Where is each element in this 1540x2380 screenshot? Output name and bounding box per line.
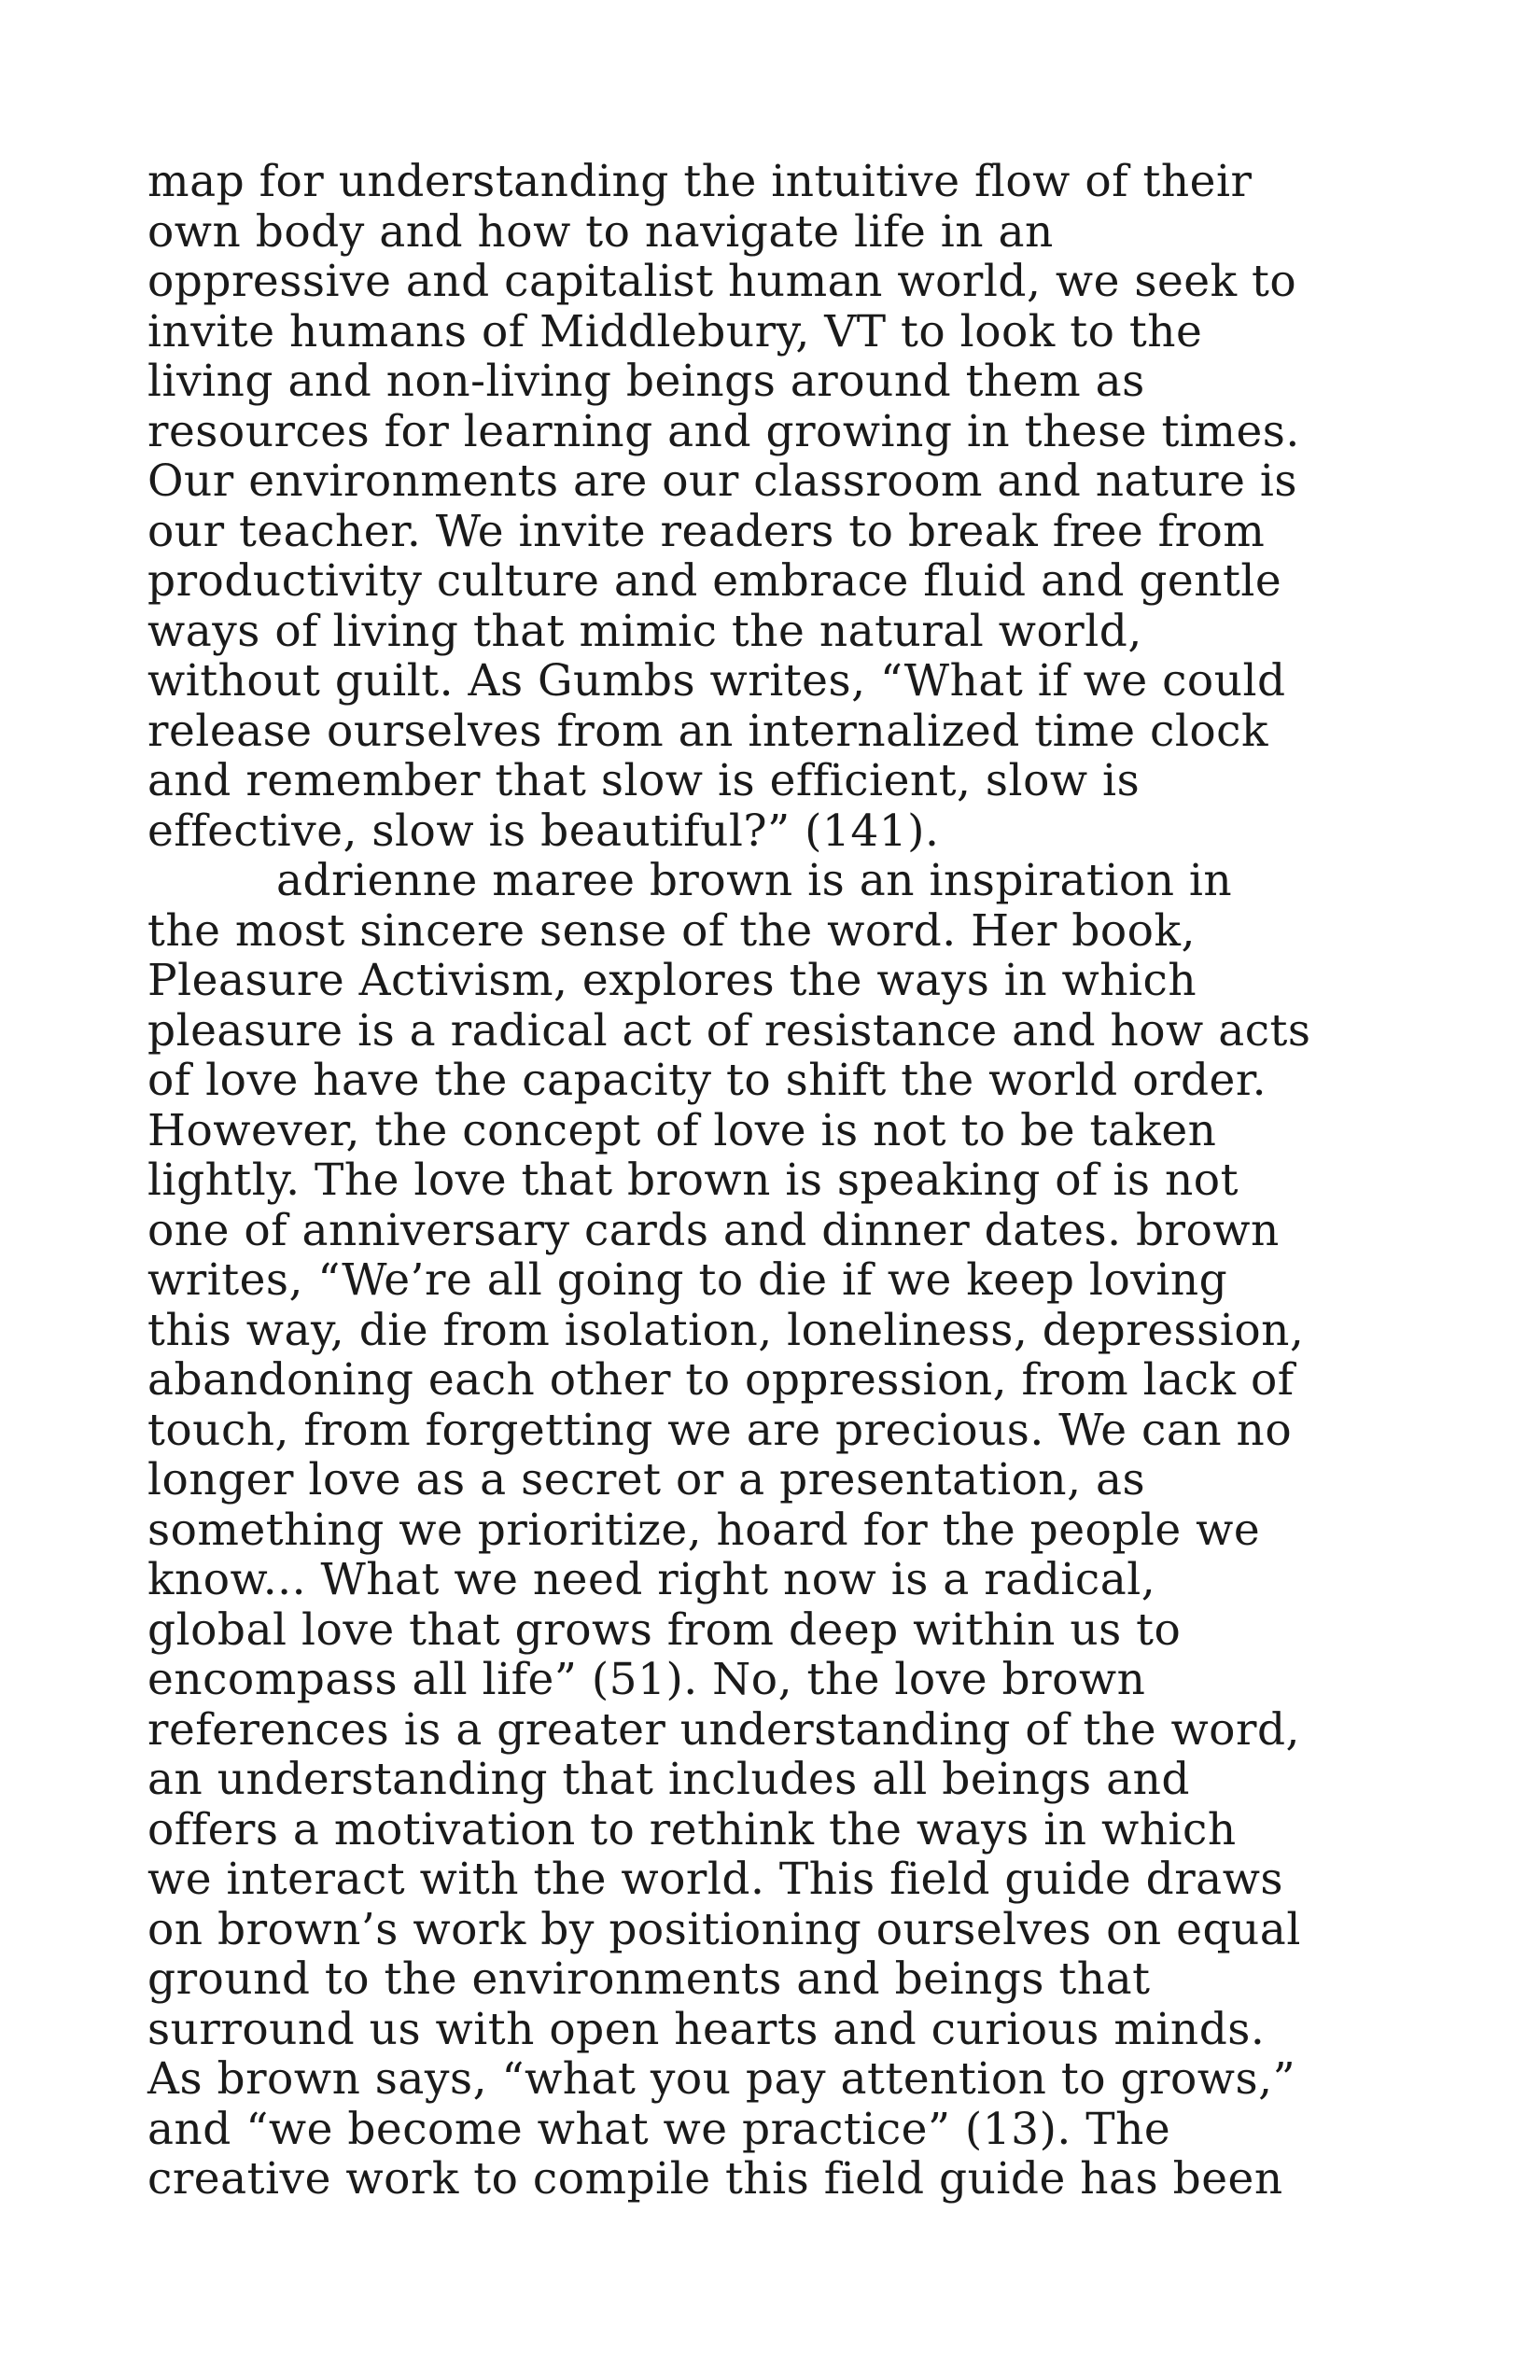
- body-text: [147, 157, 1398, 2205]
- text-line: effective, slow is beautiful?” (141).: [147, 805, 940, 857]
- text-line: Our environments are our classroom and nature is: [147, 455, 1298, 507]
- text-line: abandoning each other to oppression, from lack of: [147, 1354, 1295, 1406]
- text-line: we interact with the world. This field guide draws: [147, 1854, 1284, 1905]
- text-line: offers a motivation to rethink the ways in which: [147, 1803, 1237, 1855]
- text-line: oppressive and capitalist human world, we seek to: [147, 256, 1297, 307]
- text-line: one of anniversary cards and dinner dates. brown: [147, 1204, 1280, 1256]
- text-line: map for understanding the intuitive flow of their: [147, 156, 1253, 207]
- text-line: ways of living that mimic the natural world,: [147, 605, 1142, 657]
- text-line: know... What we need right now is a radical,: [147, 1554, 1156, 1605]
- text-line: invite humans of Middlebury, VT to look to the: [147, 305, 1203, 357]
- text-line: of love have the capacity to shift the world order.: [147, 1055, 1267, 1106]
- text-line: this way, die from isolation, loneliness, depression,: [147, 1304, 1305, 1356]
- text-line: living and non-living beings around them as: [147, 356, 1145, 407]
- text-line: and “we become what we practice” (13). The: [147, 2103, 1171, 2155]
- text-line: longer love as a secret or a presentation, as: [147, 1454, 1146, 1505]
- text-line: an understanding that includes all beings and: [147, 1754, 1190, 1805]
- text-line: global love that grows from deep within us to: [147, 1603, 1182, 1656]
- text-line: the most sincere sense of the word. Her book,: [147, 904, 1196, 957]
- text-line: lightly. The love that brown is speaking of is not: [147, 1155, 1239, 1206]
- paragraph-start-line: adrienne maree brown is an inspiration in: [276, 855, 1233, 906]
- text-line: without guilt. As Gumbs writes, “What if we could: [147, 655, 1286, 707]
- text-line: surround us with open hearts and curious minds.: [147, 2003, 1266, 2055]
- text-line: creative work to compile this field guide has been: [147, 2153, 1283, 2205]
- text-line: However, the concept of love is not to be taken: [147, 1104, 1217, 1156]
- text-line: resources for learning and growing in these times.: [147, 405, 1300, 457]
- text-line: writes, “We’re all going to die if we keep loving: [147, 1254, 1228, 1306]
- text-line: something we prioritize, hoard for the people we: [147, 1504, 1261, 1556]
- text-line: As brown says, “what you pay attention to grows,”: [147, 2053, 1296, 2105]
- text-line: encompass all life” (51). No, the love brown: [147, 1654, 1146, 1705]
- text-line: our teacher. We invite readers to break free from: [147, 505, 1266, 557]
- text-line: and remember that slow is efficient, slow is: [147, 755, 1141, 806]
- text-line: pleasure is a radical act of resistance and how acts: [147, 1004, 1311, 1057]
- text-line: references is a greater understanding of the word,: [147, 1703, 1300, 1756]
- text-line: own body and how to navigate life in an: [147, 205, 1054, 258]
- text-line: ground to the environments and beings that: [147, 1953, 1151, 2005]
- text-line: productivity culture and embrace fluid and gentle: [147, 555, 1282, 607]
- text-line: release ourselves from an internalized time clock: [147, 705, 1268, 757]
- text-line: touch, from forgetting we are precious. We can no: [147, 1404, 1293, 1456]
- text-line: on brown’s work by positioning ourselves on equal: [147, 1903, 1301, 1955]
- text-line: Pleasure Activism, explores the ways in which: [147, 955, 1197, 1006]
